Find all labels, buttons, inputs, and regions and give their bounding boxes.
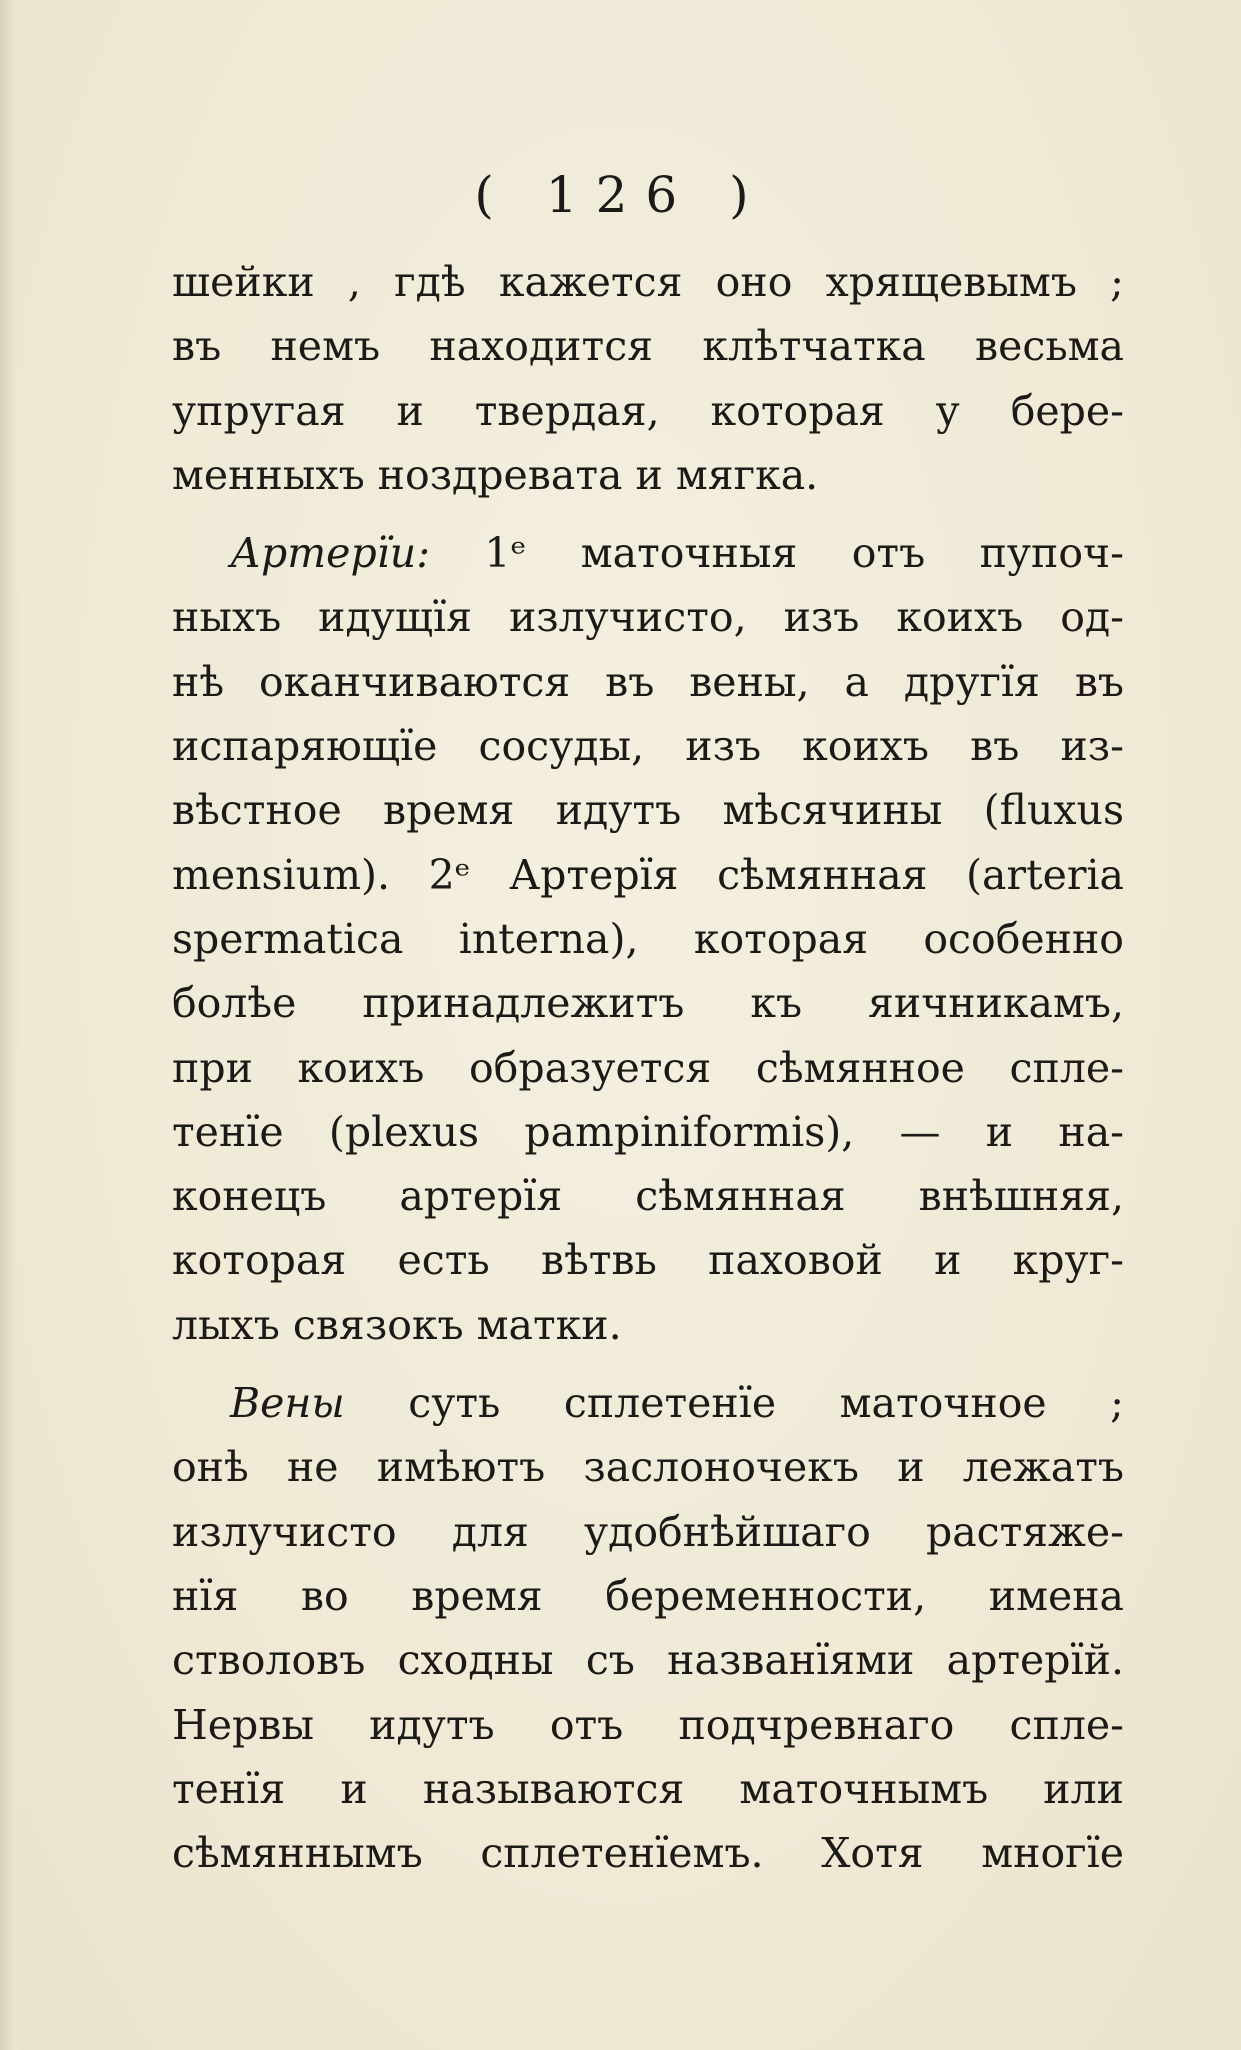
text-line: mensium). 2ᵉ Артерїя сѣмянная (arteria xyxy=(172,850,1124,899)
paragraph-lead-arteries: Артерїи: xyxy=(230,529,431,578)
body-text xyxy=(172,250,1124,1885)
text-line: тенїе (plexus pampiniformis), — и на- xyxy=(172,1107,1124,1156)
page-edge-shadow xyxy=(0,0,22,2050)
text-line: въ немъ находится клѣтчатка весьма xyxy=(172,322,1124,371)
text-line: онѣ не имѣютъ заслоночекъ и лежатъ xyxy=(172,1443,1124,1492)
paragraph-2 xyxy=(172,521,1124,1357)
text-line: лыхъ связокъ матки. xyxy=(172,1300,622,1349)
text-fragment: 1ᵉ маточныя отъ пупоч- xyxy=(430,529,1124,578)
text-line: ныхъ идущїя излучисто, изъ коихъ од- xyxy=(172,593,1124,642)
text-line: испаряющїе сосуды, изъ коихъ въ из- xyxy=(172,722,1124,771)
text-line: менныхъ ноздревата и мягка. xyxy=(172,450,819,499)
page-number: ( 126 ) xyxy=(474,166,767,224)
text-line: Нервы идутъ отъ подчревнаго спле- xyxy=(172,1700,1124,1749)
text-fragment: суть сплетенїе маточное ; xyxy=(344,1379,1124,1428)
text-line: шейки , гдѣ кажется оно хрящевымъ ; xyxy=(172,258,1124,306)
text-line: упругая и твердая, которая у бере- xyxy=(172,386,1124,435)
text-line-first xyxy=(172,521,1124,585)
text-line: конецъ артерїя сѣмянная внѣшняя, xyxy=(172,1172,1124,1221)
text-line: тенїя и называются маточнымъ или xyxy=(172,1764,1124,1813)
text-line: болѣе принадлежитъ къ яичникамъ, xyxy=(172,979,1124,1028)
paragraph-3 xyxy=(172,1371,1124,1885)
text-line: нѣ оканчиваются въ вены, а другїя въ xyxy=(172,657,1124,706)
text-line: нїя во время беременности, имена xyxy=(172,1571,1124,1620)
text-line: spermatica interna), которая особенно xyxy=(172,914,1124,963)
text-line: сѣмяннымъ сплетенїемъ. Хотя многїе xyxy=(172,1829,1124,1878)
text-line: стволовъ сходны съ названїями артерїй. xyxy=(172,1636,1124,1685)
text-line-first xyxy=(172,1371,1124,1435)
paragraph-lead-veins: Вены xyxy=(230,1379,345,1428)
text-line: излучисто для удобнѣйшаго растяже- xyxy=(172,1507,1124,1556)
text-line: при коихъ образуется сѣмянное спле- xyxy=(172,1043,1124,1092)
paragraph-1 xyxy=(172,250,1124,507)
text-line: которая есть вѣтвь паховой и круг- xyxy=(172,1236,1124,1285)
text-line: вѣстное время идутъ мѣсячины (fluxus xyxy=(172,786,1124,835)
